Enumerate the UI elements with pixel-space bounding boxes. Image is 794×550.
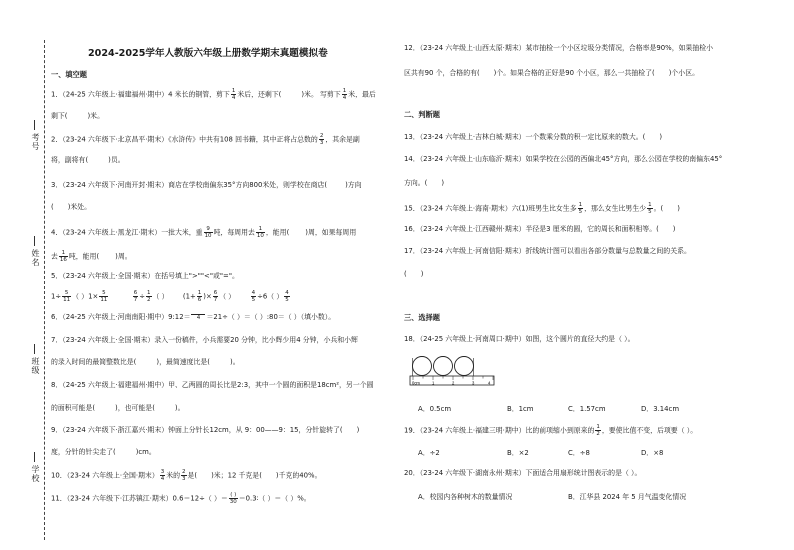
question-2-line-2: 将，副将有( )员。 xyxy=(51,156,125,164)
fraction: $\frac{2}{3}$ xyxy=(182,469,186,482)
fraction: $\frac{1}{5}$ xyxy=(578,202,583,215)
q20-option-a: A．校园内各种树木的数量情况 xyxy=(418,493,513,501)
question-5: 5．（23-24 六年级上·全国·期末）在括号填上">""<"或"="。 xyxy=(51,272,239,280)
question-1-line-2: 剩下( )米。 xyxy=(51,112,104,120)
question-14-line-1: 14．（23-24 六年级上·山东临沂·期末）如果学校在公园的西偏北45°方向，那么公园在学校的南偏东45° xyxy=(404,155,723,163)
ruler-tick-label: 3 xyxy=(472,380,475,386)
binding-dashed-line xyxy=(44,40,45,540)
question-9-line-1: 9．（23-24 六年级下·浙江嘉兴·期末）钟面上分针长12cm，从 9：00——9：15，分针旋转了( ) xyxy=(51,426,360,434)
binding-label-exam-number: 考号 xyxy=(30,130,41,154)
section-multiple-choice: 三、选择题 xyxy=(404,313,440,322)
q19-option-c: C．÷8 xyxy=(568,449,590,457)
ruler-tick-label: 4 xyxy=(488,380,491,386)
question-4-line-1: 4．（23-24 六年级上·黑龙江·期末）一批大米，重 $\frac{9}{10}$ 吨，每周用去 $\frac{1}{10}$ ，能用( )周，如果每周用 xyxy=(51,226,357,239)
q18-option-d: D．3.14cm xyxy=(641,405,680,413)
question-12-line-1: 12．（23-24 六年级上·山西太原·期末）某市抽检一个小区垃圾分类情况，合格率是90%，如果抽检小 xyxy=(404,44,714,52)
question-8-line-2: 的面积可能是( )，也可能是( )。 xyxy=(51,404,185,412)
question-15: 15．（23-24 六年级上·海南·期末）六(1)班男生比女生多 $\frac{1}{5}$ ，那么女生比男生少 $\frac{1}{5}$ 。( ) xyxy=(404,202,680,215)
fraction: $\frac{3}{4}$ xyxy=(160,469,165,482)
ruler-tick-label: 2 xyxy=(452,380,455,386)
coin-ruler-figure xyxy=(408,354,498,386)
fraction: $\frac{9}{10}$ xyxy=(204,226,212,239)
fraction: $\frac{1}{5}$ xyxy=(648,202,652,215)
coin-circle xyxy=(434,357,453,376)
question-7-line-2: 的录入时间的最简整数比是( )，最简速度比是( )。 xyxy=(51,358,240,366)
fraction: $\frac{1}{2}$ xyxy=(596,424,600,437)
coin-circle xyxy=(413,357,432,376)
ruler-tick-label: 0cm xyxy=(412,380,420,386)
fraction: $\frac{1}{4}$ xyxy=(231,88,236,101)
binding-label-school: 学校 xyxy=(30,462,41,486)
fraction: $\frac{2}{3}$ xyxy=(319,133,324,146)
question-19: 19．（23-24 六年级上·福建三明·期中）比的前项缩小到原来的 $\frac{1}{2}$ ，要使比值不变，后项要（ ）。 xyxy=(404,424,698,437)
q19-option-d: D．×8 xyxy=(641,449,664,457)
fraction: $\frac{1}{10}$ xyxy=(256,226,264,239)
question-4-line-2: 去 $\frac{1}{16}$ 吨，能用( )周。 xyxy=(51,250,132,263)
question-3-line-1: 3．（23-24 六年级下·河南开封·期末）商店在学校南偏东35°方向800米处，则学校在商店( )方向 xyxy=(51,181,362,189)
ruler-tick-label: 1 xyxy=(432,380,435,386)
section-fill-in: 一、填空题 xyxy=(51,70,87,79)
question-5-items: 1÷ $\frac{5}{11}$ （ ）1× $\frac{5}{11}$ $\frac{6}{7}$ ÷ $\frac{1}{2}$ （ ） (1+ $\frac{1}{6}$ )× $\frac{6}{7}$ （ ） $\frac{4}{5}$ ÷6（ ） $\frac{4}{5}$ xyxy=(51,290,289,303)
q18-option-b: B．1cm xyxy=(507,405,534,413)
fraction: $\frac{( )}{30}$ xyxy=(229,492,237,505)
q19-option-a: A．÷2 xyxy=(418,449,440,457)
question-2-line-1: 2．（23-24 六年级下·北京昌平·期末）《水浒传》中共有108 回书籍，其中正将占总数的 $\frac{2}{3}$ ，其余是副 xyxy=(51,133,360,146)
fraction: 4 xyxy=(191,314,205,321)
question-10: 10．（23-24 六年级上·全国·期末） $\frac{3}{4}$ 米的 $\frac{2}{3}$ 是( )米；12 千克是( )千克的40%。 xyxy=(51,469,322,482)
question-1-line-1: 1．（24-25 六年级上·福建福州·期中）4 米长的钢管，剪下 $\frac{1}{4}$ 米后，还剩下( )米。 写剪下 $\frac{1}{4}$ 米，最后 xyxy=(51,88,376,101)
question-6: 6．（24-25 六年级上·河南南阳·期中）9:12＝ 4 ＝21÷（ ）＝（ ）:80＝（ ）（填小数）。 xyxy=(51,313,336,321)
question-8-line-1: 8．（24-25 六年级上·福建福州·期中）甲、乙两圆的周长比是2:3，其中一个圆的面积是18cm²，另一个圆 xyxy=(51,381,374,389)
page-title: 2024-2025学年人教版六年级上册数学期末真题模拟卷 xyxy=(88,48,328,59)
q20-option-b: B．江华县 2024 年 5 月气温变化情况 xyxy=(568,493,687,501)
question-12-line-2: 区共有90 个，合格的有( )个。如果合格的正好是90 个小区，那么一共抽检了( )个小区。 xyxy=(404,69,699,77)
question-20: 20．（23-24 六年级下·湖南永州·期末）下面适合用扇形统计图表示的是（ ）。 xyxy=(404,469,642,477)
fraction: $\frac{1}{4}$ xyxy=(342,88,347,101)
question-17-line-1: 17．（23-24 六年级上·河南信阳·期末）折线统计图可以看出各部分数量与总数量之间的关系。 xyxy=(404,247,691,255)
coin-circle xyxy=(455,357,474,376)
question-7-line-1: 7．（23-24 六年级上·全国·期末）录入一份稿件，小兵需要20 分钟，比小辉少用4 分钟，小兵和小辉 xyxy=(51,336,358,344)
question-18: 18．（24-25 六年级上·河南周口·期中）如图，这个圆片的直径大约是（ ）。 xyxy=(404,335,635,343)
q19-option-b: B．×2 xyxy=(507,449,529,457)
question-9-line-2: 度，分针的针尖走了( )cm。 xyxy=(51,448,156,456)
question-14-line-2: 方向。( ) xyxy=(404,179,445,187)
question-3-line-2: ( )米处。 xyxy=(51,203,92,211)
fraction: $\frac{1}{16}$ xyxy=(59,250,67,263)
q18-option-a: A．0.5cm xyxy=(418,405,452,413)
question-16: 16．（23-24 六年级上·江西赣州·期末）半径是3 厘米的圆，它的周长和面积相等。( ) xyxy=(404,225,676,233)
section-true-false: 二、判断题 xyxy=(404,110,440,119)
binding-label-class: 班级 xyxy=(30,354,41,378)
question-17-line-2: ( ) xyxy=(404,270,424,278)
binding-label-name: 姓名 xyxy=(30,246,41,270)
question-13: 13．（23-24 六年级上·吉林白城·期末）一个数乘分数的积一定比原来的数大。( ) xyxy=(404,133,663,141)
q18-option-c: C．1.57cm xyxy=(568,405,606,413)
question-11: 11．（23-24 六年级下·江苏镇江·期末）0.6＝12÷（ ）＝ $\frac{( )}{30}$ ＝0.3∶（ ）＝（ ）%。 xyxy=(51,492,311,505)
